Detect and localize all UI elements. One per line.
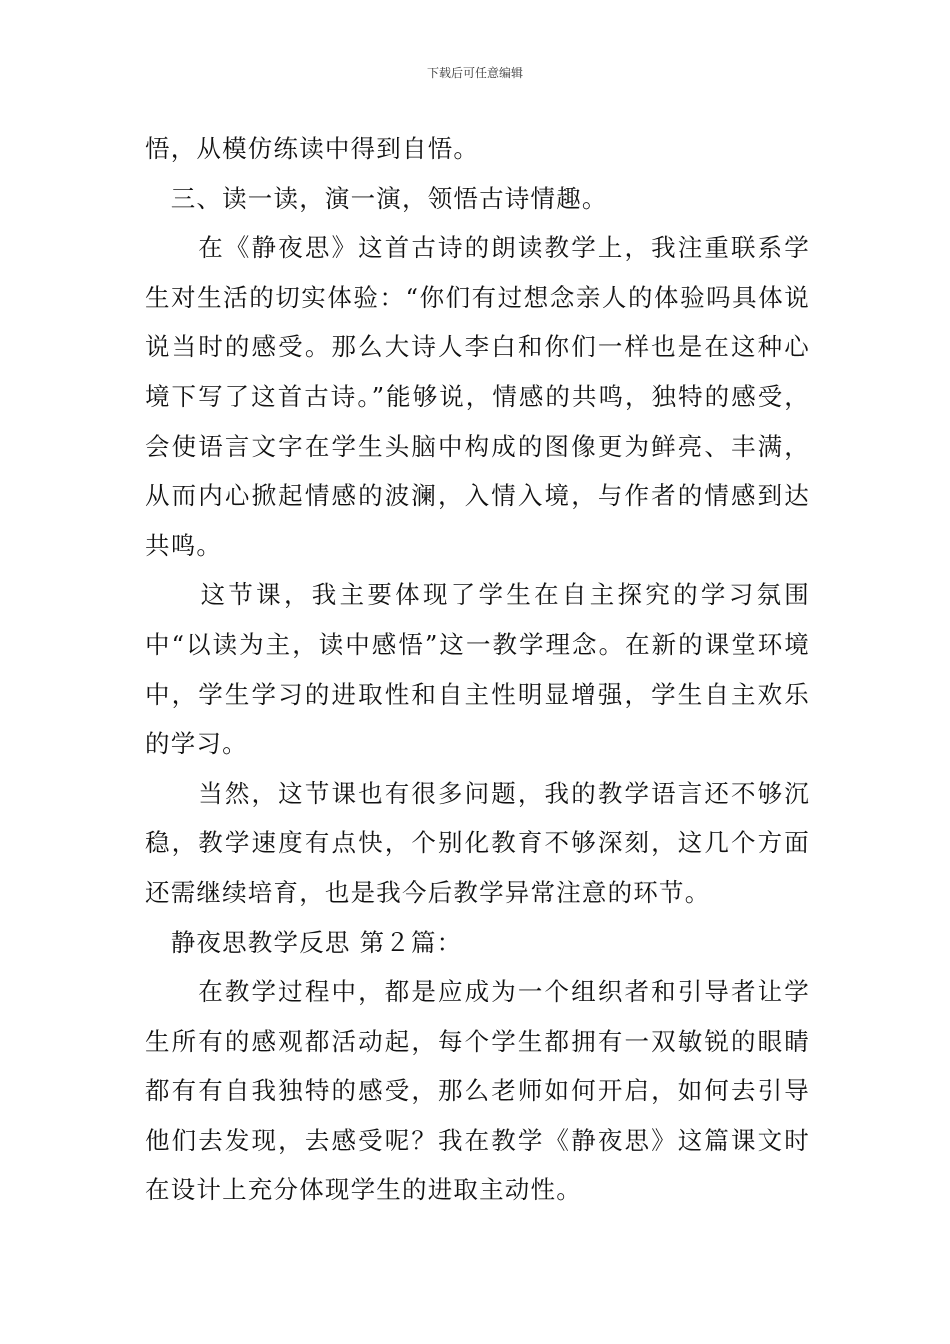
page-header: 下载后可任意编辑	[426, 66, 523, 80]
section-heading-three: 三、读一读，演一演，领悟古诗情趣。	[145, 183, 608, 213]
paragraph-teaching-process: 在教学过程中，都是应成为一个组织者和引导者让学生所有的感观都活动起，每个学生都拥有一双敏锐的眼睛都有有自我独特的感受，那么老师如何开启，如何去引导他们去发现，去感受呢？我在教学《静夜思》这篇课文时在设计上充分体现学生的进取主动性。	[145, 977, 810, 1205]
paragraph-poem-reading: 在《静夜思》这首古诗的朗读教学上，我注重联系学生对生活的切实体验：“你们有过想念亲人的体验吗具体说说当时的感受。那么大诗人李白和你们一样也是在这种心境下写了这首古诗。”能够说，情感的共鸣，独特的感受，会使语言文字在学生头脑中构成的图像更为鲜亮、丰满，从而内心掀起情感的波澜，入情入境，与作者的情感到达共鸣。	[145, 233, 810, 560]
paragraph-problems: 当然，这节课也有很多问题，我的教学语言还不够沉稳，教学速度有点快，个别化教育不够深刻，这几个方面还需继续培育，也是我今后教学异常注意的环节。	[145, 778, 810, 907]
paragraph-continuation: 悟，从模仿练读中得到自悟。	[145, 134, 480, 163]
article-title-part-two: 静夜思教学反思 第２篇：	[145, 927, 463, 957]
paragraph-teaching-concept: 这节课，我主要体现了学生在自主探究的学习氛围中“以读为主，读中感悟”这一教学理念。在新的课堂环境中，学生学习的进取性和自主性明显增强，学生自主欢乐的学习。	[145, 580, 810, 759]
document-body	[145, 124, 810, 1215]
